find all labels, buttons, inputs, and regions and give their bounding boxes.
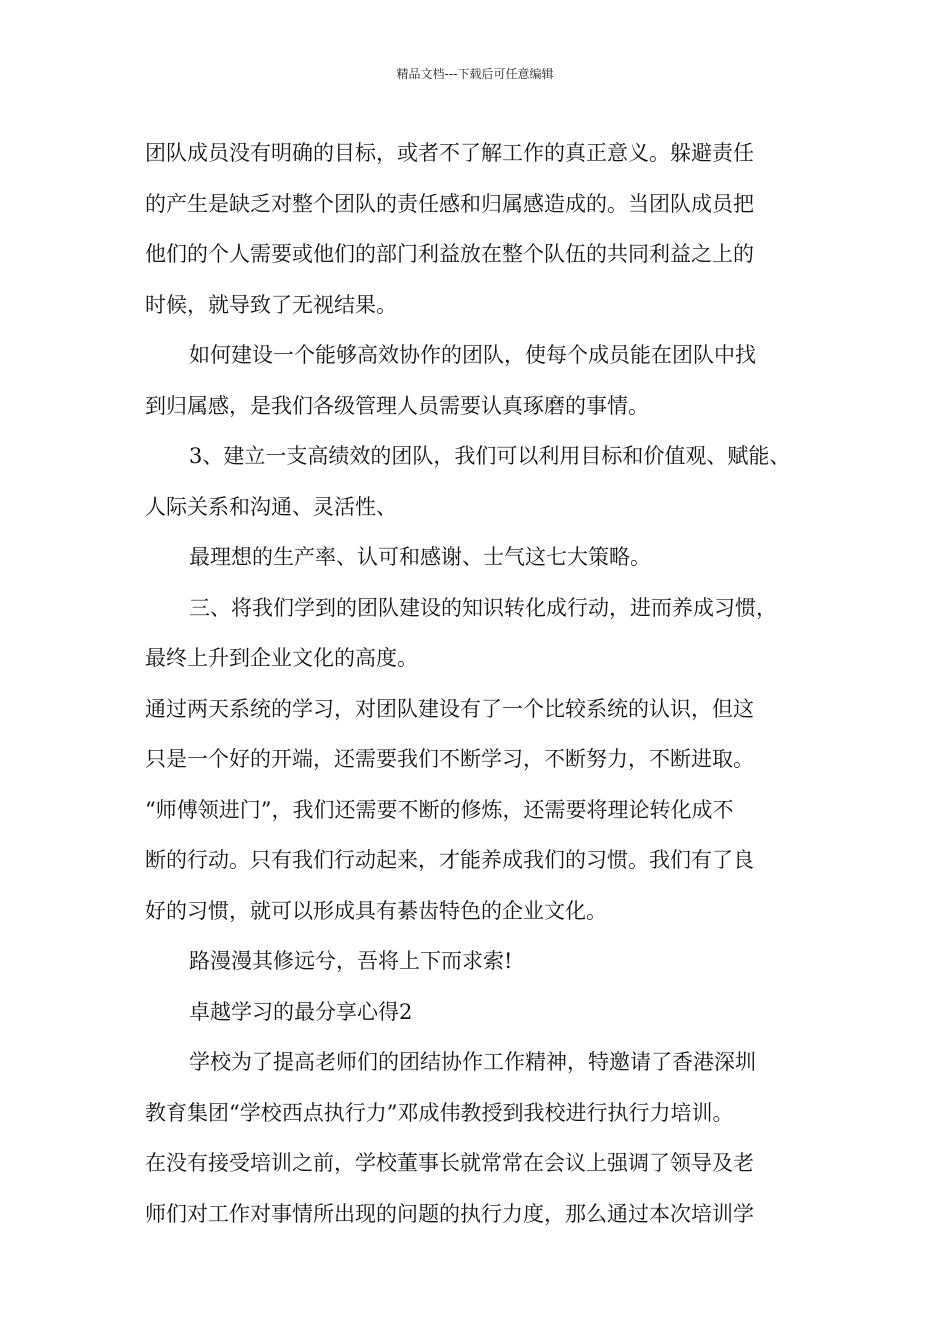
text-line: 团队成员没有明确的目标，或者不了解工作的真正意义。躲避责任: [145, 141, 754, 165]
text-line: 路漫漫其修远兮，吾将上下而求索!: [189, 949, 513, 973]
text-line: 人际关系和沟通、灵活性、: [145, 494, 397, 519]
text-line: 通过两天系统的学习，对团队建设有了一个比较系统的认识，但这: [145, 696, 754, 721]
text-line: 3、建立一支高绩效的团队，我们可以利用目标和价值观、赋能、: [189, 444, 791, 468]
text-line: 卓越学习的最分享心得2: [189, 999, 413, 1024]
text-line: 的产生是缺乏对整个团队的责任感和归属感造成的。当团队成员把: [145, 191, 754, 216]
document-body: [145, 128, 845, 1239]
text-line: 最终上升到企业文化的高度。: [145, 646, 418, 670]
text-line: 时候，就导致了无视结果。: [145, 292, 397, 317]
page-header: 精品文档---下载后可任意编辑: [396, 67, 554, 81]
text-line: 三、将我们学到的团队建设的知识转化成行动，进而养成习惯，: [189, 595, 777, 620]
text-line: 最理想的生产率、认可和感谢、士气这七大策略。: [189, 545, 651, 569]
text-line: 只是一个好的开端，还需要我们不断学习，不断努力，不断进取。: [145, 747, 754, 771]
text-line: 学校为了提高老师们的团结协作工作精神，特邀请了香港深圳: [189, 1050, 756, 1074]
text-line: 在没有接受培训之前，学校董事长就常常在会议上强调了领导及老: [145, 1151, 754, 1175]
text-line: 教育集团“学校西点执行力”邓成伟教授到我校进行执行力培训。: [145, 1100, 734, 1125]
text-line: 他们的个人需要或他们的部门利益放在整个队伍的共同利益之上的: [145, 242, 754, 266]
text-line: 师们对工作对事情所出现的问题的执行力度，那么通过本次培训学: [145, 1201, 754, 1226]
text-line: 如何建设一个能够高效协作的团队，使每个成员能在团队中找: [189, 343, 756, 367]
text-line: 断的行动。只有我们行动起来，才能养成我们的习惯。我们有了良: [145, 848, 754, 872]
text-line: “师傅领进门”，我们还需要不断的修炼，还需要将理论转化成不: [145, 797, 734, 822]
text-line: 到归属感，是我们各级管理人员需要认真琢磨的事情。: [145, 393, 649, 418]
text-line: 好的习惯，就可以形成具有綦齿特色的企业文化。: [145, 898, 607, 923]
